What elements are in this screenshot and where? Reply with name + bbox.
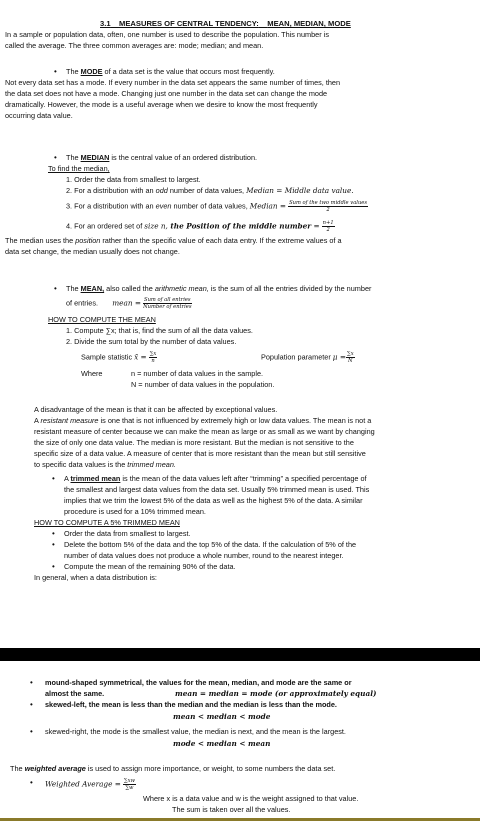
bullet-icon: • xyxy=(30,778,33,787)
mode-definition: The MODE of a data set is the value that occurs most frequently. xyxy=(66,67,275,76)
bullet-icon: • xyxy=(30,700,33,709)
median-note-1: The median uses the position rather than the specific value of each data entry. If the extreme values of a xyxy=(5,236,342,245)
weighted-term: weighted average xyxy=(24,764,86,773)
trimmed-step-2a: Delete the bottom 5% of the data and the top 5% of the data. If the calculation of 5% of the xyxy=(64,540,357,549)
trimmed-step-2b: number of data values does not produce a whole number, round to the nearest integer. xyxy=(64,551,344,560)
section-subtitle: MEAN, MEDIAN, MODE xyxy=(267,19,351,28)
disadvantage-line-2: A resistant measure is one that is not influenced by extremely high or low data values. The mean is not a xyxy=(34,416,372,425)
median-position-fraction: $\frac{n+1}{2}$ xyxy=(322,220,334,233)
sample-fraction: $\frac{\sum x}{n}$ xyxy=(149,351,157,364)
section-title xyxy=(100,19,351,28)
trimmed-howto: HOW TO COMPUTE A 5% TRIMMED MEAN xyxy=(34,518,180,527)
symmetric-line-1: mound-shaped symmetrical, the values for the mean, median, and mode are the same or xyxy=(45,678,352,687)
section-number: 3.1 xyxy=(100,19,111,28)
disadvantage-line-3: resistant measure of center because we can make the mean as large or as small as we want by changing xyxy=(34,427,375,436)
bottom-border xyxy=(0,818,480,821)
bullet-icon: • xyxy=(52,474,55,483)
mode-line-1: Not every data set has a mode. If every number in the data set appears the same number of times, then xyxy=(5,78,341,87)
document-page-2 xyxy=(0,661,480,822)
trimmed-step-1: Order the data from smallest to largest. xyxy=(64,529,191,538)
trimmed-definition: A trimmed mean is the mean of the data values left after “trimming” a specified percentage of xyxy=(64,474,367,483)
median-definition: The MEDIAN is the central value of an ordered distribution. xyxy=(66,153,258,162)
median-note-2: data set change, the median usually does not change. xyxy=(5,247,180,256)
mean-step-1: 1. Compute ∑x; that is, find the sum of all the data values. xyxy=(66,326,253,335)
median-term: MEDIAN xyxy=(80,153,110,162)
population-fraction: $\frac{\sum x}{N}$ xyxy=(346,351,354,364)
weighted-where-2: The sum is taken over all the values. xyxy=(172,805,291,814)
median-step-2: 2. For a distribution with an odd number of data values, Median = Middle data value. xyxy=(66,186,354,195)
bullet-icon: • xyxy=(54,67,57,76)
bullet-icon: • xyxy=(52,562,55,571)
symmetric-formula: mean = median = mode (or approximately equal) xyxy=(175,689,377,698)
where-N: N = number of data values in the population. xyxy=(131,380,275,389)
weighted-formula: Weighted Average = $\frac{\sum xw}{\sum w}$ xyxy=(45,778,135,791)
bullet-icon: • xyxy=(54,153,57,162)
mode-line-2: the data set does not have a mode. Changing just one number in the data set can change the mode xyxy=(5,89,328,98)
disadvantage-line-5: specific size of a data value. A measure of center that is more resistant than the mean but still sensitive xyxy=(34,449,366,458)
skew-right-line: skewed-right, the mode is the smallest value, the median is next, and the mean is the largest. xyxy=(45,727,346,736)
median-even-fraction: $\frac{\text{Sum of the two middle values}}{2}$ xyxy=(289,200,368,213)
disadvantage-line-4: the size of only one data value. The median is more resistant. But the median is not sensitive to the xyxy=(34,438,354,447)
bullet-icon: • xyxy=(52,540,55,549)
mode-line-3: dramatically. However, the mode is a useful average when we desire to know the most frequently xyxy=(5,100,318,109)
median-step-4: 4. For an ordered set of size n, the Position of the middle number = $\frac{n+1}{2}$ xyxy=(66,220,334,233)
mean-formula-line: of entries. mean = $\frac{\text{Sum of all entries}}{\text{Number of entries}}$ xyxy=(66,297,192,310)
section-title-text: MEASURES OF CENTRAL TENDENCY: xyxy=(119,19,259,28)
trimmed-step-3: Compute the mean of the remaining 90% of the data. xyxy=(64,562,236,571)
weighted-where-1: Where x is a data value and w is the weight assigned to that value. xyxy=(143,794,359,803)
mean-fraction: $\frac{\text{Sum of all entries}}{\text{Number of entries}}$ xyxy=(143,297,192,310)
mean-definition: The MEAN, also called the arithmetic mean, is the sum of all the entries divided by the number xyxy=(66,284,372,293)
disadvantage-line-6: to specific data values is the trimmed mean. xyxy=(34,460,176,469)
sample-statistic: Sample statistic x̄ = $\frac{\sum x}{n}$ xyxy=(81,351,157,364)
general-line: In general, when a data distribution is: xyxy=(34,573,157,582)
population-parameter: Population parameter μ = $\frac{\sum x}{N}$ xyxy=(261,351,354,364)
mean-howto: HOW TO COMPUTE THE MEAN xyxy=(48,315,156,324)
bullet-icon: • xyxy=(30,727,33,736)
trimmed-line-3: procedure is used for a 10% trimmed mean. xyxy=(64,507,206,516)
skew-left-formula: mean < median < mode xyxy=(173,712,271,721)
mean-step-2: 2. Divide the sum total by the number of data values. xyxy=(66,337,237,346)
bullet-icon: • xyxy=(54,284,57,293)
trimmed-line-2: implies that we trim the lowest 5% of the data as well as the highest 5% of the data. A similar xyxy=(64,496,363,505)
median-howto: To find the median, xyxy=(48,164,110,173)
disadvantage-line-1: A disadvantage of the mean is that it can be affected by exceptional values. xyxy=(34,405,278,414)
weighted-definition: The weighted average is used to assign more importance, or weight, to some numbers the data set. xyxy=(10,764,336,773)
skew-left-line: skewed-left, the mean is less than the median and the median is less than the mode. xyxy=(45,700,337,709)
trimmed-term: trimmed mean xyxy=(70,474,121,483)
mode-line-4: occurring data value. xyxy=(5,111,73,120)
median-step-3: 3. For a distribution with an even number of data values, Median = $\frac{\text{Sum of the two middle values}}{2}$ xyxy=(66,200,368,213)
symmetric-line-2: almost the same. xyxy=(45,689,105,698)
intro-line-1: In a sample or population data, often, one number is used to describe the population. This number is xyxy=(5,30,329,39)
trimmed-line-1: the smallest and largest data values from the data set. Usually 5% trimmed mean is used. This xyxy=(64,485,370,494)
page-separator xyxy=(0,648,480,661)
where-n: n = number of data values in the sample. xyxy=(131,369,264,378)
weighted-fraction: $\frac{\sum xw}{\sum w}$ xyxy=(123,778,135,791)
intro-line-2: called the average. The three common averages are: mode; median; and mean. xyxy=(5,41,264,50)
skew-right-formula: mode < median < mean xyxy=(173,739,271,748)
where-label: Where xyxy=(81,369,103,378)
mean-term: MEAN, xyxy=(80,284,105,293)
mode-term: MODE xyxy=(80,67,103,76)
median-step-1: 1. Order the data from smallest to largest. xyxy=(66,175,201,184)
bullet-icon: • xyxy=(52,529,55,538)
bullet-icon: • xyxy=(30,678,33,687)
